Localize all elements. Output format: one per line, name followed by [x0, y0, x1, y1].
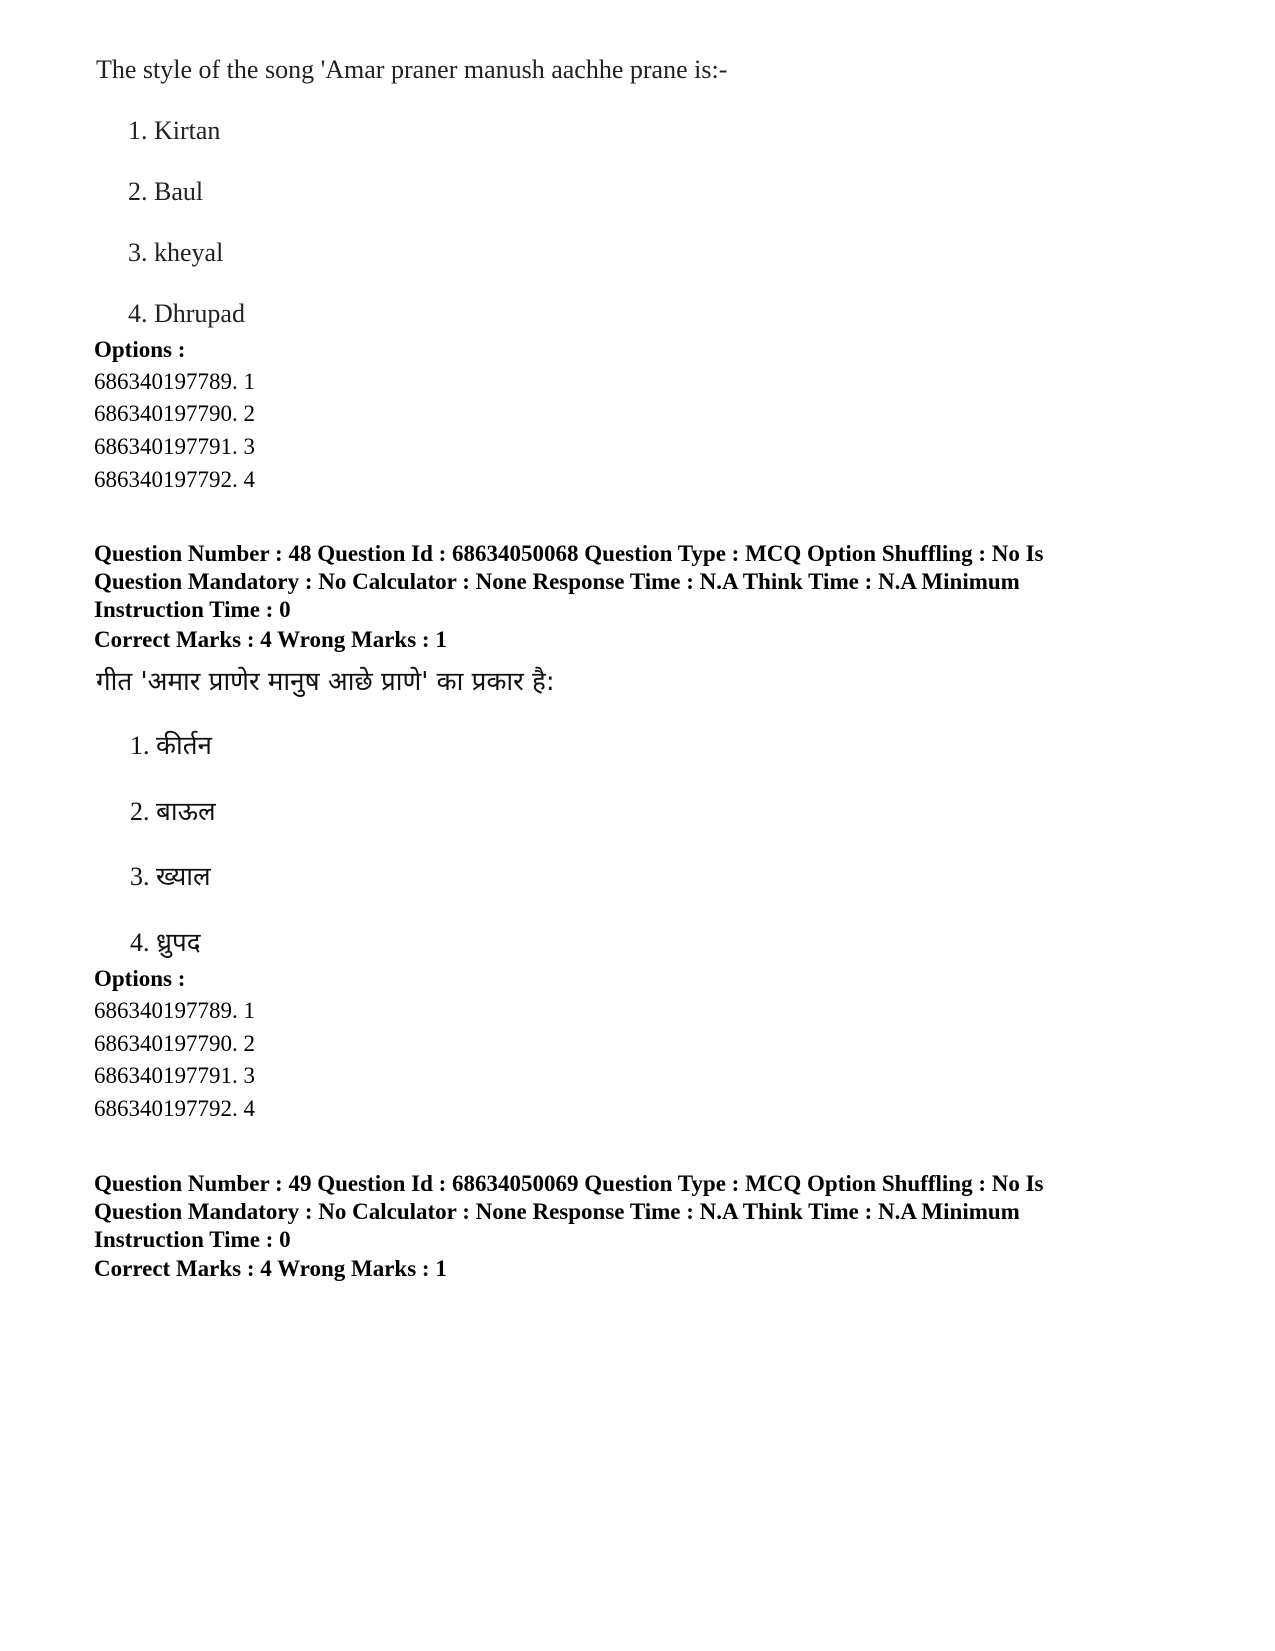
- meta-line: Question Number : 49 Question Id : 68634050069 Question Type : MCQ Option Shuffling : No Is: [94, 1171, 1044, 1196]
- question-47-text: The style of the song 'Amar praner manush aachhe prane is:-: [96, 55, 728, 84]
- question-48-marks: Correct Marks : 4 Wrong Marks : 1: [94, 627, 447, 652]
- choice-number: 4.: [130, 928, 156, 957]
- option-id: 686340197790. 2: [94, 401, 255, 426]
- question-48-choice-3: [130, 857, 211, 893]
- question-49-marks: Correct Marks : 4 Wrong Marks : 1: [94, 1256, 447, 1281]
- question-48-choice-4: [130, 923, 201, 959]
- choice-text: बाऊल: [156, 797, 216, 827]
- question-48-text: गीत 'अमार प्राणेर मानुष आछे प्राणे' का प्रकार है:: [96, 667, 555, 697]
- option-id: 686340197789. 1: [94, 369, 255, 394]
- choice-text: ध्रुपद: [156, 928, 201, 958]
- meta-line: Question Mandatory : No Calculator : None Response Time : N.A Think Time : N.A Minimum: [94, 1199, 1020, 1224]
- question-47-choice-4: 4. Dhrupad: [128, 299, 245, 328]
- options-label: Options :: [94, 337, 186, 362]
- meta-line: Question Number : 48 Question Id : 68634050068 Question Type : MCQ Option Shuffling : No Is: [94, 541, 1044, 566]
- option-id: 686340197791. 3: [94, 434, 255, 459]
- choice-text: कीर्तन: [156, 731, 212, 761]
- meta-line: Instruction Time : 0: [94, 1227, 291, 1252]
- option-id: 686340197790. 2: [94, 1031, 255, 1056]
- options-label: Options :: [94, 966, 186, 991]
- option-id: 686340197789. 1: [94, 998, 255, 1023]
- question-47-choice-3: 3. kheyal: [128, 238, 224, 267]
- choice-number: 3.: [130, 862, 156, 891]
- choice-number: 1.: [130, 731, 156, 760]
- question-48-meta: [94, 540, 1204, 624]
- choice-number: 2.: [130, 797, 156, 826]
- question-48-choice-2: [130, 792, 216, 828]
- option-id: 686340197792. 4: [94, 1096, 255, 1121]
- question-48-choice-1: [130, 726, 212, 762]
- question-49-meta: [94, 1170, 1204, 1254]
- choice-text: ख्याल: [156, 862, 211, 892]
- question-47-choice-2: 2. Baul: [128, 177, 204, 206]
- meta-line: Instruction Time : 0: [94, 597, 291, 622]
- option-id: 686340197792. 4: [94, 467, 255, 492]
- option-id: 686340197791. 3: [94, 1063, 255, 1088]
- question-47-choice-1: 1. Kirtan: [128, 116, 221, 145]
- meta-line: Question Mandatory : No Calculator : None Response Time : N.A Think Time : N.A Minimum: [94, 569, 1020, 594]
